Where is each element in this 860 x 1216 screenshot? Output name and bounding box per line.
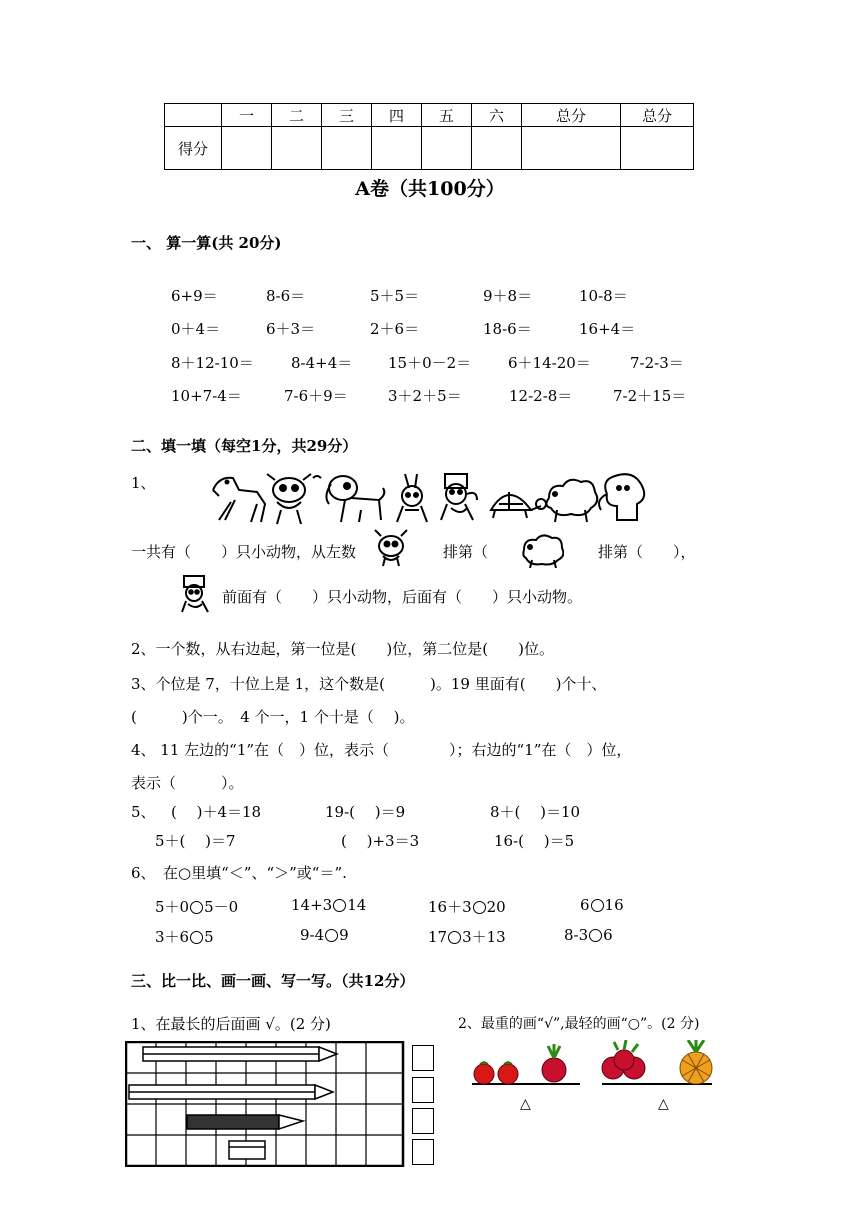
- scale-right: [602, 1040, 712, 1112]
- answer-box[interactable]: [412, 1077, 434, 1103]
- pencil-grid: [125, 1041, 405, 1167]
- s3-q1-text: 1、在最长的后面画 √。(2 分): [131, 1015, 331, 1033]
- knife: [187, 1115, 303, 1129]
- calc-item: 8＋12-10＝: [171, 354, 254, 372]
- q5-item: 19-( )＝9: [325, 803, 406, 821]
- score-cell[interactable]: [372, 127, 422, 170]
- compare-circle[interactable]: [473, 901, 486, 914]
- calc-item: 0＋4＝: [171, 320, 221, 338]
- q5-item: ( )+3＝3: [341, 832, 420, 850]
- q1-line2: 前面有（ ）只小动物，后面有（ ）只小动物。: [222, 588, 583, 606]
- answer-box[interactable]: [412, 1139, 434, 1165]
- compare-circle[interactable]: [190, 901, 203, 914]
- horse-icon: [213, 478, 265, 522]
- score-cell[interactable]: [422, 127, 472, 170]
- compare-circle[interactable]: [333, 899, 346, 912]
- animal-row: [205, 470, 655, 526]
- answer-box[interactable]: [412, 1045, 434, 1071]
- q5-item: 8＋( )＝10: [490, 803, 581, 821]
- pencil-long: [143, 1047, 337, 1061]
- score-header-cell: 总分: [621, 104, 694, 127]
- score-header-cell: 六: [472, 104, 522, 127]
- q1-label: 1、: [131, 474, 156, 492]
- pineapple-icon: [680, 1040, 712, 1084]
- calc-item: 2＋6＝: [370, 320, 420, 338]
- turtle-icon: [491, 492, 546, 518]
- compare-item: 8-3 6: [564, 926, 613, 944]
- compare-item: 16＋3 20: [428, 898, 506, 916]
- calc-item: 6＋14-20＝: [508, 354, 591, 372]
- q5-item: ( )＋4＝18: [171, 803, 262, 821]
- q3-line1: 3、个位是 7，十位上是 1，这个数是( )。19 里面有( )个十、: [131, 675, 607, 693]
- score-cell[interactable]: [322, 127, 372, 170]
- score-header-cell: 四: [372, 104, 422, 127]
- calc-item: 8-4+4＝: [291, 354, 353, 372]
- score-cell[interactable]: [272, 127, 322, 170]
- score-cell[interactable]: [472, 127, 522, 170]
- compare-item: 6 16: [580, 896, 624, 914]
- cow-icon: [267, 474, 321, 524]
- score-header-cell: [165, 104, 222, 127]
- calc-item: 7-2-3＝: [630, 354, 684, 372]
- score-cell[interactable]: [222, 127, 272, 170]
- fulcrum-icon: △: [520, 1096, 531, 1112]
- q2-text: 2、一个数，从右边起，第一位是( )位，第二位是( )位。: [131, 640, 554, 658]
- compare-circle[interactable]: [448, 931, 461, 944]
- tomato-icon: [474, 1062, 494, 1084]
- tomato-icon: [498, 1062, 518, 1084]
- q5-label: 5、: [131, 803, 156, 821]
- section3-heading: 三、比一比、画一画、写一写。（共12分）: [131, 972, 415, 990]
- calc-item: 10-8＝: [579, 287, 628, 305]
- scale-left: [472, 1044, 580, 1112]
- q1-line1-c: 排第（ ），: [598, 543, 696, 561]
- cow-icon: [371, 528, 413, 568]
- score-header-cell: 总分: [522, 104, 621, 127]
- score-cell[interactable]: [621, 127, 694, 170]
- answer-box[interactable]: [412, 1108, 434, 1134]
- pencil-medium: [129, 1085, 333, 1099]
- score-cell[interactable]: [522, 127, 621, 170]
- q1-line1-b: 排第（: [443, 543, 489, 561]
- q3-line2: ( )个一。 4 个一，1 个十是（ )。: [131, 708, 415, 726]
- compare-circle[interactable]: [325, 929, 338, 942]
- calc-item: 10+7-4＝: [171, 387, 242, 405]
- q4-line1: 4、 11 左边的“1”在（ ）位，表示（ ）；右边的“1”在（ ）位，: [131, 741, 632, 759]
- compare-circle[interactable]: [591, 899, 604, 912]
- calc-item: 18-6＝: [483, 320, 532, 338]
- score-table-score-row: [165, 127, 694, 170]
- radish-icon: [602, 1040, 645, 1079]
- compare-item: 14+3 14: [291, 896, 367, 914]
- q5-item: 5＋( )＝7: [155, 832, 236, 850]
- s3-q2-text: 2、最重的画“√”,最轻的画“○”。(2 分): [458, 1016, 700, 1032]
- section2-heading: 二、填一填（每空1分，共29分）: [131, 437, 358, 455]
- monkey-icon: [176, 574, 216, 614]
- calc-item: 12-2-8＝: [509, 387, 573, 405]
- eraser: [229, 1141, 265, 1159]
- calc-item: 8-6＝: [266, 287, 306, 305]
- elephant-icon: [599, 474, 644, 520]
- score-header-cell: 一: [222, 104, 272, 127]
- score-table-header-row: [165, 104, 694, 127]
- dog-icon: [326, 476, 384, 522]
- calc-item: 16+4＝: [579, 320, 636, 338]
- compare-circle[interactable]: [190, 931, 203, 944]
- q4-line2: 表示（ ）。: [131, 774, 244, 792]
- calc-item: 6+9＝: [171, 287, 218, 305]
- sheep-icon: [546, 480, 597, 522]
- calc-item: 5＋5＝: [370, 287, 420, 305]
- calc-item: 3＋2＋5＝: [388, 387, 462, 405]
- score-header-cell: 三: [322, 104, 372, 127]
- section1-heading: 一、 算一算(共 20分): [131, 234, 282, 252]
- rabbit-icon: [397, 474, 427, 522]
- compare-item: 17 3＋13: [428, 928, 506, 946]
- compare-item: 3＋6 5: [155, 928, 214, 946]
- q6-heading: 6、 在○里填“＜”、“＞”或“＝”.: [131, 864, 347, 882]
- calc-item: 15＋0－2＝: [388, 354, 472, 372]
- q5-item: 16-( )＝5: [494, 832, 575, 850]
- score-table: [164, 103, 694, 170]
- sheep-icon: [520, 534, 564, 568]
- page-title: A卷（共100分）: [355, 178, 505, 200]
- compare-circle[interactable]: [589, 929, 602, 942]
- calc-item: 7-6＋9＝: [284, 387, 348, 405]
- calc-item: 9＋8＝: [483, 287, 533, 305]
- monkey-icon: [441, 474, 477, 520]
- radish-icon: [542, 1044, 566, 1082]
- score-row-label: 得分: [165, 127, 222, 170]
- score-header-cell: 二: [272, 104, 322, 127]
- calc-item: 6＋3＝: [266, 320, 316, 338]
- score-header-cell: 五: [422, 104, 472, 127]
- calc-item: 7-2＋15＝: [613, 387, 687, 405]
- compare-item: 5＋0 5－0: [155, 898, 239, 916]
- fulcrum-icon: △: [658, 1096, 669, 1112]
- compare-item: 9-4 9: [300, 926, 349, 944]
- balance-scales: [468, 1040, 730, 1112]
- q1-line1-a: 一共有（ ）只小动物，从左数: [131, 543, 357, 561]
